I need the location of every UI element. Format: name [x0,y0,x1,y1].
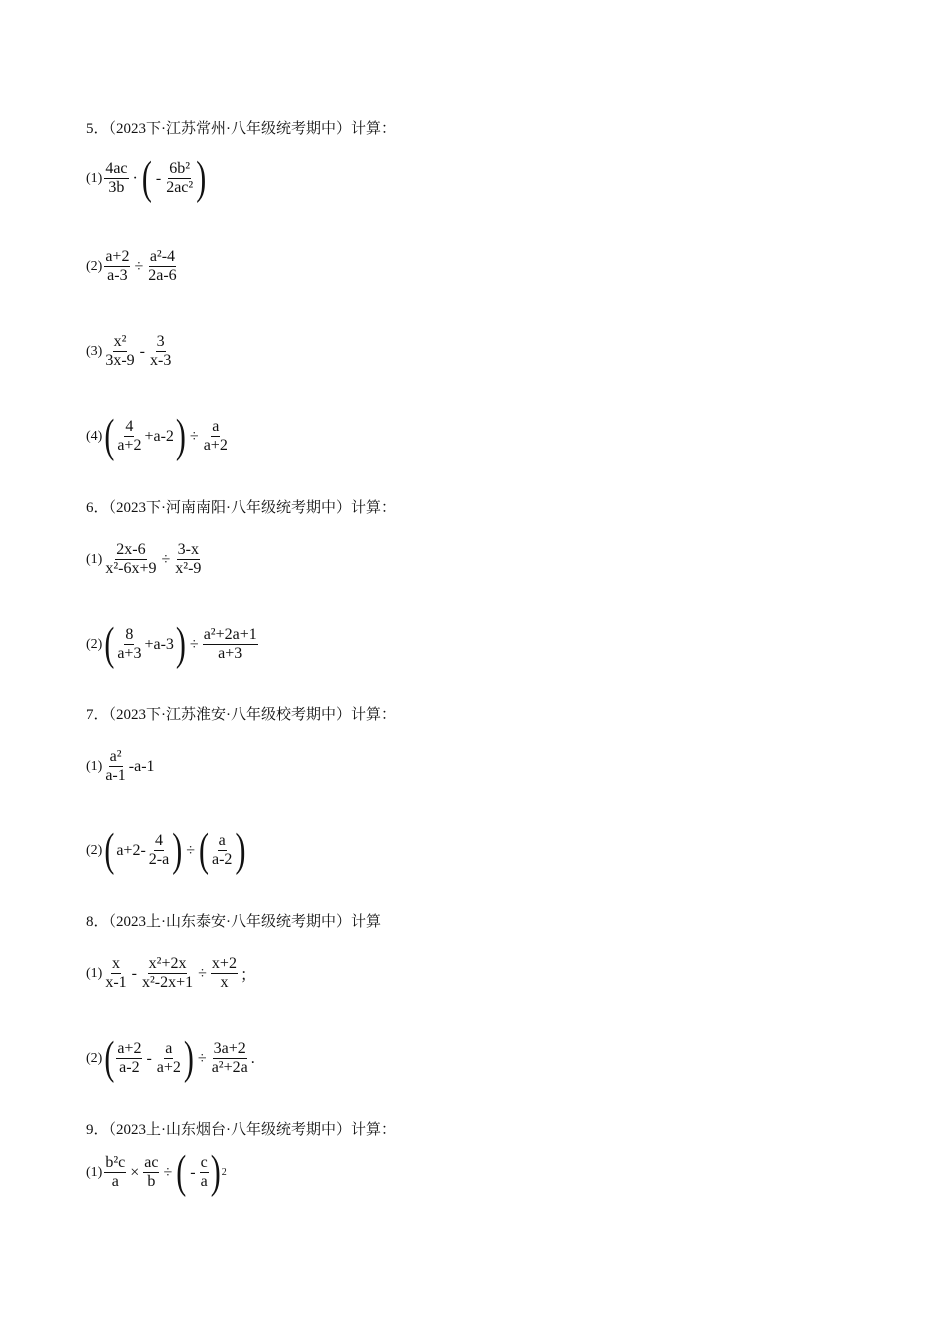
right-paren: ) [172,824,183,876]
dot-operator: · [132,169,138,187]
part-label: (1) [86,1164,103,1180]
problem-7-part-1 [86,748,156,785]
fraction: $\frac{\text{a²}}{a-1}$ [105,748,126,784]
problem-6-part-1 [86,541,203,578]
part-label: (2) [86,1050,103,1066]
part-label: (3) [86,343,103,359]
minus-sign: - [190,1163,196,1181]
right-paren: ) [175,618,186,670]
problem-9-header: 9．（2023上·山东烟台·八年级统考期中）计算： [86,1122,396,1138]
part-label: (4) [86,428,103,444]
left-paren: ( [176,1146,187,1198]
divide-operator: ÷ [189,635,199,653]
fraction: $\frac{\text{6b²}}{\text{2ac²}}$ [166,160,194,196]
part-label: (1) [86,170,103,186]
right-paren: ) [175,410,186,462]
part-label: (1) [86,758,103,774]
part-label: (2) [86,636,103,652]
divide-operator: ÷ [163,1163,173,1181]
left-paren: ( [104,618,115,670]
fraction: $\frac{8}{a+3}$ [117,626,142,662]
fraction: $\frac{x+2}{x}$ [211,955,237,991]
problem-7-part-2 [86,824,246,876]
fraction: $\frac{a}{a+2}$ [156,1040,181,1076]
problem-5-part-3 [86,333,173,370]
fraction: $\frac{ac}{b}$ [144,1154,159,1190]
part-label: (1) [86,551,103,567]
minus-sign: - [155,169,162,187]
minus-operator: - [131,964,137,982]
left-paren: ( [141,152,152,204]
minus-operator: - [139,342,145,360]
fraction: $\frac{x}{x-1}$ [105,955,127,991]
left-paren: ( [104,824,115,876]
right-paren: ) [196,152,207,204]
fraction: $\frac{\text{x²}}{3x-9}$ [105,333,135,369]
term: -a-1 [128,757,155,775]
problem-8-header: 8．（2023上·山东泰安·八年级统考期中）计算 [86,914,381,930]
divide-operator: ÷ [186,841,195,859]
left-paren: ( [199,824,209,876]
right-paren: ) [235,824,246,876]
problem-5-part-4 [86,410,230,462]
problem-5-header: 5．（2023下·江苏常州·八年级统考期中）计算： [86,121,396,137]
problem-8-part-2 [86,1032,256,1084]
problem-6-header: 6．（2023下·河南南阳·八年级统考期中）计算： [86,500,396,516]
right-paren: ) [183,1032,194,1084]
fraction: $\frac{\text{a²-4}}{2a-6}$ [148,248,177,284]
fraction: $\frac{4}{2-a}$ [148,832,170,868]
fraction: $\frac{\text{b²c}}{a}$ [105,1154,126,1190]
part-label: (1) [86,965,103,981]
fraction: $\frac{4}{a+2}$ [117,418,142,454]
part-label: (2) [86,258,103,274]
times-operator: × [130,1163,140,1181]
problem-8-part-1 [86,955,257,992]
term: +a-3 [144,635,174,653]
fraction: $\frac{\text{x²+2x}}{\text{x²-2x+1}}$ [141,955,194,991]
fraction: $\frac{c}{a}$ [200,1154,208,1190]
fraction: $\frac{2x-6}{\text{x²-6x+9}}$ [105,541,157,577]
problem-5-part-2 [86,248,179,285]
divide-operator: ÷ [197,1049,207,1067]
punctuation: . [250,1049,255,1067]
fraction: $\frac{a+2}{a-3}$ [105,248,130,284]
problem-6-part-2 [86,618,259,670]
term: +a-2 [144,427,174,445]
fraction: $\frac{4ac}{3b}$ [105,160,128,196]
fraction: $\frac{\text{a²+2a+1}}{a+3}$ [203,626,257,662]
fraction: $\frac{a+2}{a-2}$ [117,1040,142,1076]
fraction: $\frac{3-x}{\text{x²-9}}$ [175,541,202,577]
exponent: 2 [221,1167,227,1178]
divide-operator: ÷ [198,964,207,982]
divide-operator: ÷ [161,550,171,568]
fraction: $\frac{3a+2}{\text{a²+2a}}$ [211,1040,248,1076]
minus-operator: - [146,1049,152,1067]
left-paren: ( [104,410,115,462]
problem-5-part-1 [86,152,207,204]
part-label: (2) [86,842,103,858]
problem-7-header: 7．（2023下·江苏淮安·八年级校考期中）计算： [86,707,396,723]
term: a+2- [116,841,146,859]
right-paren: ) [210,1146,221,1198]
problem-9-part-1 [86,1146,227,1198]
divide-operator: ÷ [189,427,199,445]
divide-operator: ÷ [134,257,144,275]
fraction: $\frac{a}{a-2}$ [212,832,233,868]
fraction: $\frac{3}{x-3}$ [149,333,172,369]
left-paren: ( [104,1032,115,1084]
fraction: $\frac{a}{a+2}$ [203,418,228,454]
punctuation: ； [239,967,256,984]
